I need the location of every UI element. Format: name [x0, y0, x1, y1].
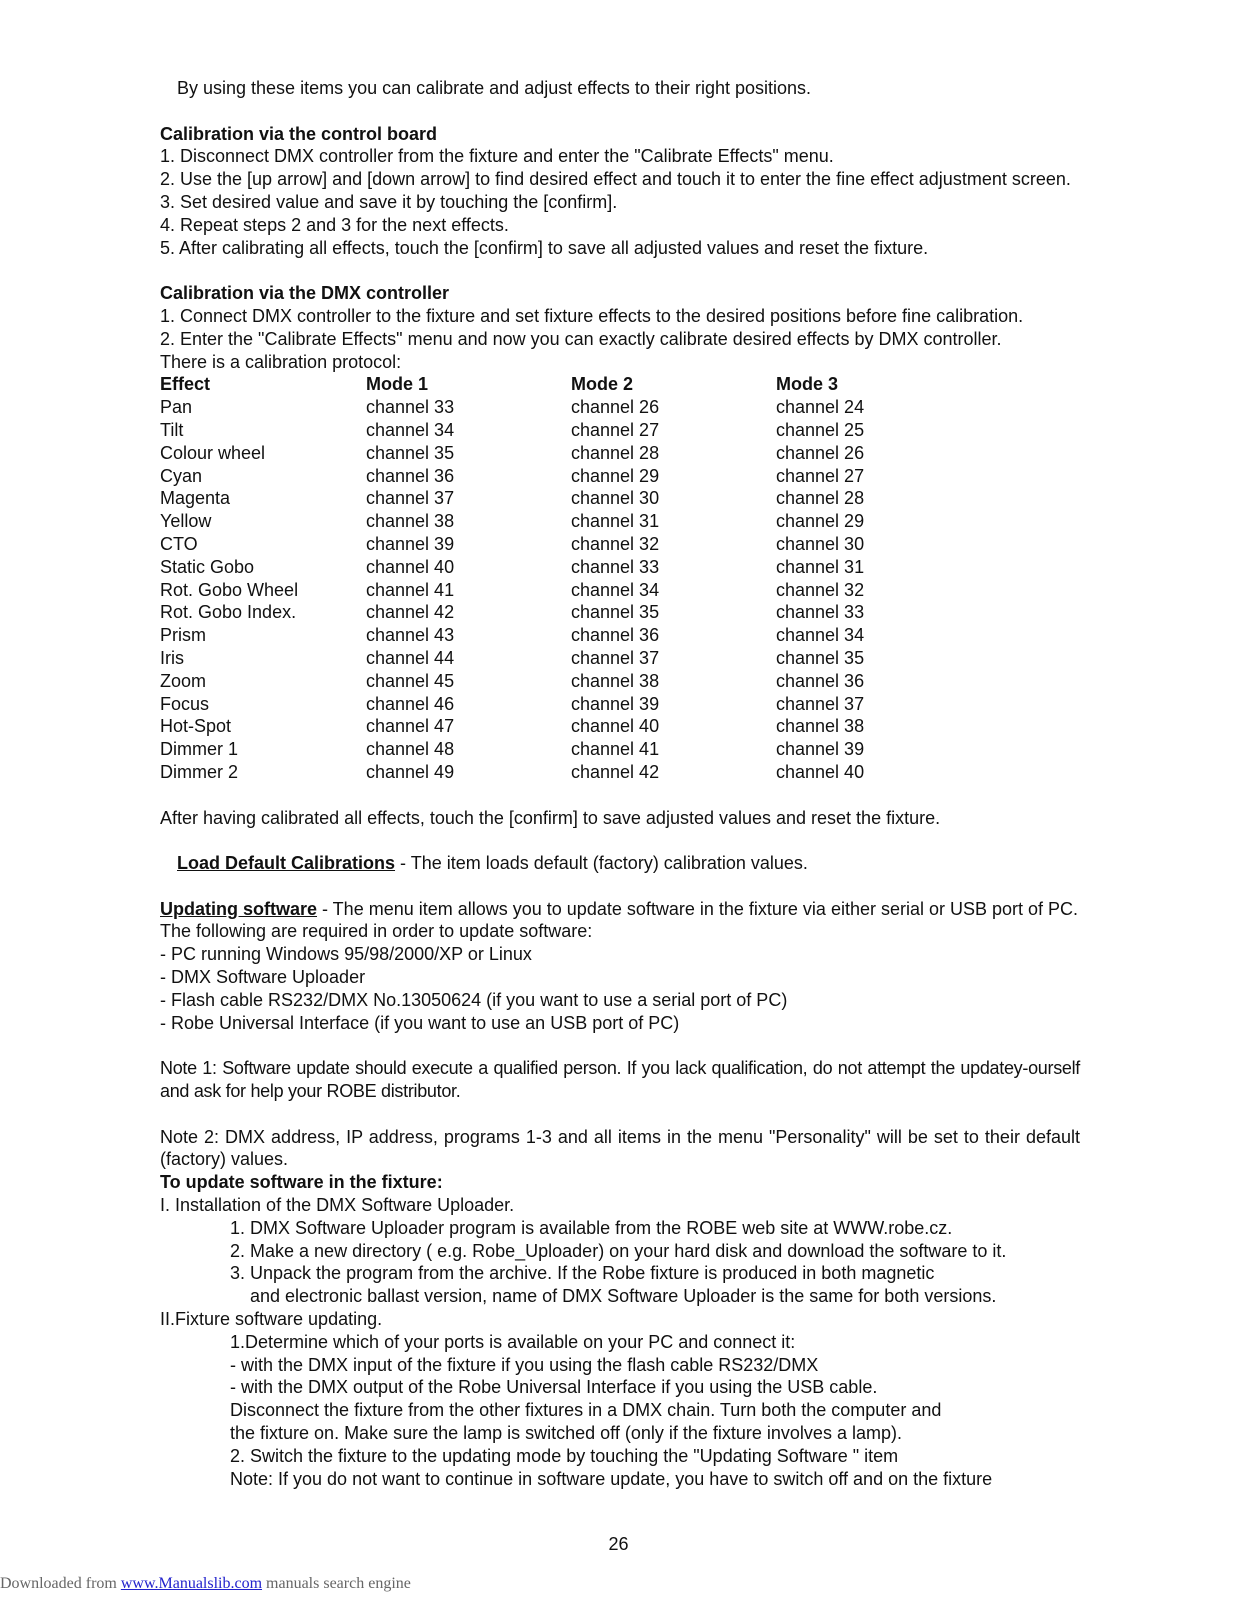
table-row	[160, 419, 976, 442]
channel-cell: channel 46	[366, 693, 455, 714]
channel-cell: channel 31	[776, 556, 865, 577]
after-calibration-text: After having calibrated all effects, touch the [confirm] to save adjusted values and reset the fixture.	[160, 807, 941, 828]
channel-cell: channel 38	[366, 511, 455, 532]
section-1-step: 1. DMX Software Uploader program is available from the ROBE web site at WWW.robe.cz.	[230, 1217, 953, 1238]
control-board-heading: Calibration via the control board	[160, 123, 438, 144]
table-row	[160, 533, 976, 556]
section-1-step-continued: and electronic ballast version, name of DMX Software Uploader is the same for both versions.	[250, 1286, 997, 1307]
table-row	[160, 715, 976, 738]
calibration-protocol-table	[160, 373, 976, 783]
requirement-item: - Robe Universal Interface (if you want to use an USB port of PC)	[160, 1012, 680, 1033]
updating-title: Updating software	[160, 898, 318, 919]
intro-text: By using these items you can calibrate and adjust effects to their right positions.	[177, 78, 812, 98]
procedure-heading: To update software in the fixture:	[160, 1172, 443, 1193]
table-row	[160, 647, 976, 670]
channel-cell: channel 28	[571, 442, 660, 463]
effect-name-cell: Magenta	[160, 488, 231, 509]
dmx-controller-step: 2. Enter the "Calibrate Effects" menu and now you can exactly calibrate desired effects by DMX controller.	[160, 328, 1002, 349]
table-header-cell: Mode 3	[776, 374, 839, 395]
channel-cell: channel 41	[366, 579, 455, 600]
note-2: Note 2: DMX address, IP address, programs 1-3 and all items in the menu "Personality" will be set to their default (factory) values.	[160, 1126, 1080, 1170]
table-header-cell: Effect	[160, 374, 211, 395]
effect-name-cell: Static Gobo	[160, 556, 255, 577]
table-row	[160, 510, 976, 533]
section-2-title: II.Fixture software updating.	[160, 1309, 383, 1330]
table-row	[160, 761, 976, 784]
section-2-line: 1.Determine which of your ports is available on your PC and connect it:	[230, 1331, 796, 1352]
channel-cell: channel 32	[571, 533, 660, 554]
channel-cell: channel 38	[776, 716, 865, 737]
channel-cell: channel 24	[776, 397, 865, 418]
footer-suffix: manuals search engine	[262, 1575, 411, 1592]
dmx-controller-heading: Calibration via the DMX controller	[160, 283, 450, 304]
section-1-step: 3. Unpack the program from the archive. If the Robe fixture is produced in both magnetic	[230, 1263, 935, 1284]
effect-name-cell: Hot-Spot	[160, 716, 232, 737]
requirement-item: - DMX Software Uploader	[160, 967, 366, 988]
note-1: Note 1: Software update should execute a qualified person. If you lack qualification, do not attempt the updatey-ourself and ask for help your ROBE distributor.	[160, 1058, 1080, 1102]
manualslib-link[interactable]: www.Manualslib.com	[120, 1575, 263, 1592]
channel-cell: channel 44	[366, 647, 455, 668]
channel-cell: channel 36	[366, 465, 455, 486]
section-1-title: I. Installation of the DMX Software Uploader.	[160, 1195, 515, 1216]
channel-cell: channel 36	[776, 670, 865, 691]
control-board-step: 5. After calibrating all effects, touch the [confirm] to save all adjusted values and reset the fixture.	[160, 237, 929, 258]
channel-cell: channel 27	[776, 465, 865, 486]
table-row	[160, 624, 976, 647]
channel-cell: channel 30	[571, 488, 660, 509]
channel-cell: channel 32	[776, 579, 865, 600]
updating-text: - The menu item allows you to update software in the fixture via either serial or USB port of PC.	[317, 898, 1079, 919]
table-row	[160, 601, 976, 624]
table-header-cell: Mode 2	[571, 374, 634, 395]
section-2-line: Disconnect the fixture from the other fixtures in a DMX chain. Turn both the computer and	[230, 1400, 942, 1421]
effect-name-cell: Rot. Gobo Index.	[160, 602, 297, 623]
page-number: 26	[608, 1534, 629, 1554]
channel-cell: channel 39	[571, 693, 660, 714]
channel-cell: channel 26	[571, 397, 660, 418]
section-2-line: the fixture on. Make sure the lamp is switched off (only if the fixture involves a lamp).	[230, 1423, 902, 1444]
effect-name-cell: Dimmer 1	[160, 739, 239, 760]
effect-name-cell: Yellow	[160, 511, 212, 532]
channel-cell: channel 40	[776, 761, 865, 782]
section-2-line: - with the DMX input of the fixture if you using the flash cable RS232/DMX	[230, 1354, 819, 1375]
channel-cell: channel 41	[571, 739, 660, 760]
table-row	[160, 465, 976, 488]
channel-cell: channel 33	[776, 602, 865, 623]
updating-paragraph	[160, 898, 1080, 921]
channel-cell: channel 43	[366, 625, 455, 646]
section-2-line: - with the DMX output of the Robe Universal Interface if you using the USB cable.	[230, 1377, 878, 1398]
table-row	[160, 693, 976, 716]
table-row	[160, 670, 976, 693]
load-default-paragraph	[160, 852, 1080, 875]
footer-prefix: Downloaded from	[0, 1575, 121, 1592]
effect-name-cell: Iris	[160, 647, 184, 668]
effect-name-cell: Colour wheel	[160, 442, 266, 463]
document-body	[160, 77, 1080, 1490]
channel-cell: channel 26	[776, 442, 865, 463]
table-header-cell: Mode 1	[366, 374, 429, 395]
control-board-step: 1. Disconnect DMX controller from the fixture and enter the "Calibrate Effects" menu.	[160, 146, 834, 167]
channel-cell: channel 33	[571, 556, 660, 577]
channel-cell: channel 29	[776, 511, 865, 532]
effect-name-cell: Cyan	[160, 465, 203, 486]
channel-cell: channel 40	[571, 716, 660, 737]
table-row	[160, 487, 976, 510]
effect-name-cell: Prism	[160, 625, 206, 646]
effect-name-cell: Tilt	[160, 419, 184, 440]
channel-cell: channel 49	[366, 761, 455, 782]
dmx-controller-step: There is a calibration protocol:	[160, 351, 402, 372]
load-default-text: - The item loads default (factory) calibration values.	[395, 853, 808, 874]
section-2-line: Note: If you do not want to continue in software update, you have to switch off and on the fixture	[230, 1468, 993, 1489]
effect-name-cell: Focus	[160, 693, 210, 714]
channel-cell: channel 30	[776, 533, 865, 554]
channel-cell: channel 35	[776, 647, 865, 668]
effect-name-cell: Pan	[160, 397, 193, 418]
table-row	[160, 556, 976, 579]
effect-name-cell: Dimmer 2	[160, 761, 239, 782]
channel-cell: channel 31	[571, 511, 660, 532]
section-2-line: 2. Switch the fixture to the updating mode by touching the "Updating Software " item	[230, 1445, 899, 1466]
requirement-item: - PC running Windows 95/98/2000/XP or Linux	[160, 944, 532, 965]
table-row	[160, 442, 976, 465]
effect-name-cell: CTO	[160, 533, 198, 554]
channel-cell: channel 45	[366, 670, 455, 691]
channel-cell: channel 38	[571, 670, 660, 691]
channel-cell: channel 28	[776, 488, 865, 509]
download-footer	[0, 1575, 411, 1593]
channel-cell: channel 33	[366, 397, 455, 418]
channel-cell: channel 40	[366, 556, 455, 577]
channel-cell: channel 27	[571, 419, 660, 440]
channel-cell: channel 37	[366, 488, 455, 509]
channel-cell: channel 36	[571, 625, 660, 646]
requirement-item: - Flash cable RS232/DMX No.13050624 (if you want to use a serial port of PC)	[160, 989, 788, 1010]
channel-cell: channel 39	[366, 533, 455, 554]
control-board-step: 3. Set desired value and save it by touching the [confirm].	[160, 191, 618, 212]
channel-cell: channel 34	[571, 579, 660, 600]
table-row	[160, 738, 976, 761]
effect-name-cell: Zoom	[160, 670, 207, 691]
channel-cell: channel 35	[571, 602, 660, 623]
channel-cell: channel 29	[571, 465, 660, 486]
table-row	[160, 396, 976, 419]
channel-cell: channel 35	[366, 442, 455, 463]
channel-cell: channel 39	[776, 739, 865, 760]
control-board-step: 2. Use the [up arrow] and [down arrow] to find desired effect and touch it to enter the fine effect adjustment screen.	[160, 169, 1071, 190]
channel-cell: channel 48	[366, 739, 455, 760]
effect-name-cell: Rot. Gobo Wheel	[160, 579, 299, 600]
control-board-step: 4. Repeat steps 2 and 3 for the next effects.	[160, 214, 509, 235]
section-1-step: 2. Make a new directory ( e.g. Robe_Uploader) on your hard disk and download the software to it.	[230, 1240, 1007, 1261]
dmx-controller-step: 1. Connect DMX controller to the fixture and set fixture effects to the desired positions before fine calibration.	[160, 305, 1024, 326]
channel-cell: channel 42	[571, 761, 660, 782]
requirements-intro: The following are required in order to update software:	[160, 921, 593, 942]
channel-cell: channel 34	[366, 419, 455, 440]
channel-cell: channel 34	[776, 625, 865, 646]
load-default-title: Load Default Calibrations	[177, 853, 396, 874]
table-header-row	[160, 373, 976, 396]
channel-cell: channel 37	[571, 647, 660, 668]
channel-cell: channel 42	[366, 602, 455, 623]
table-row	[160, 579, 976, 602]
channel-cell: channel 25	[776, 419, 865, 440]
channel-cell: channel 37	[776, 693, 865, 714]
channel-cell: channel 47	[366, 716, 455, 737]
